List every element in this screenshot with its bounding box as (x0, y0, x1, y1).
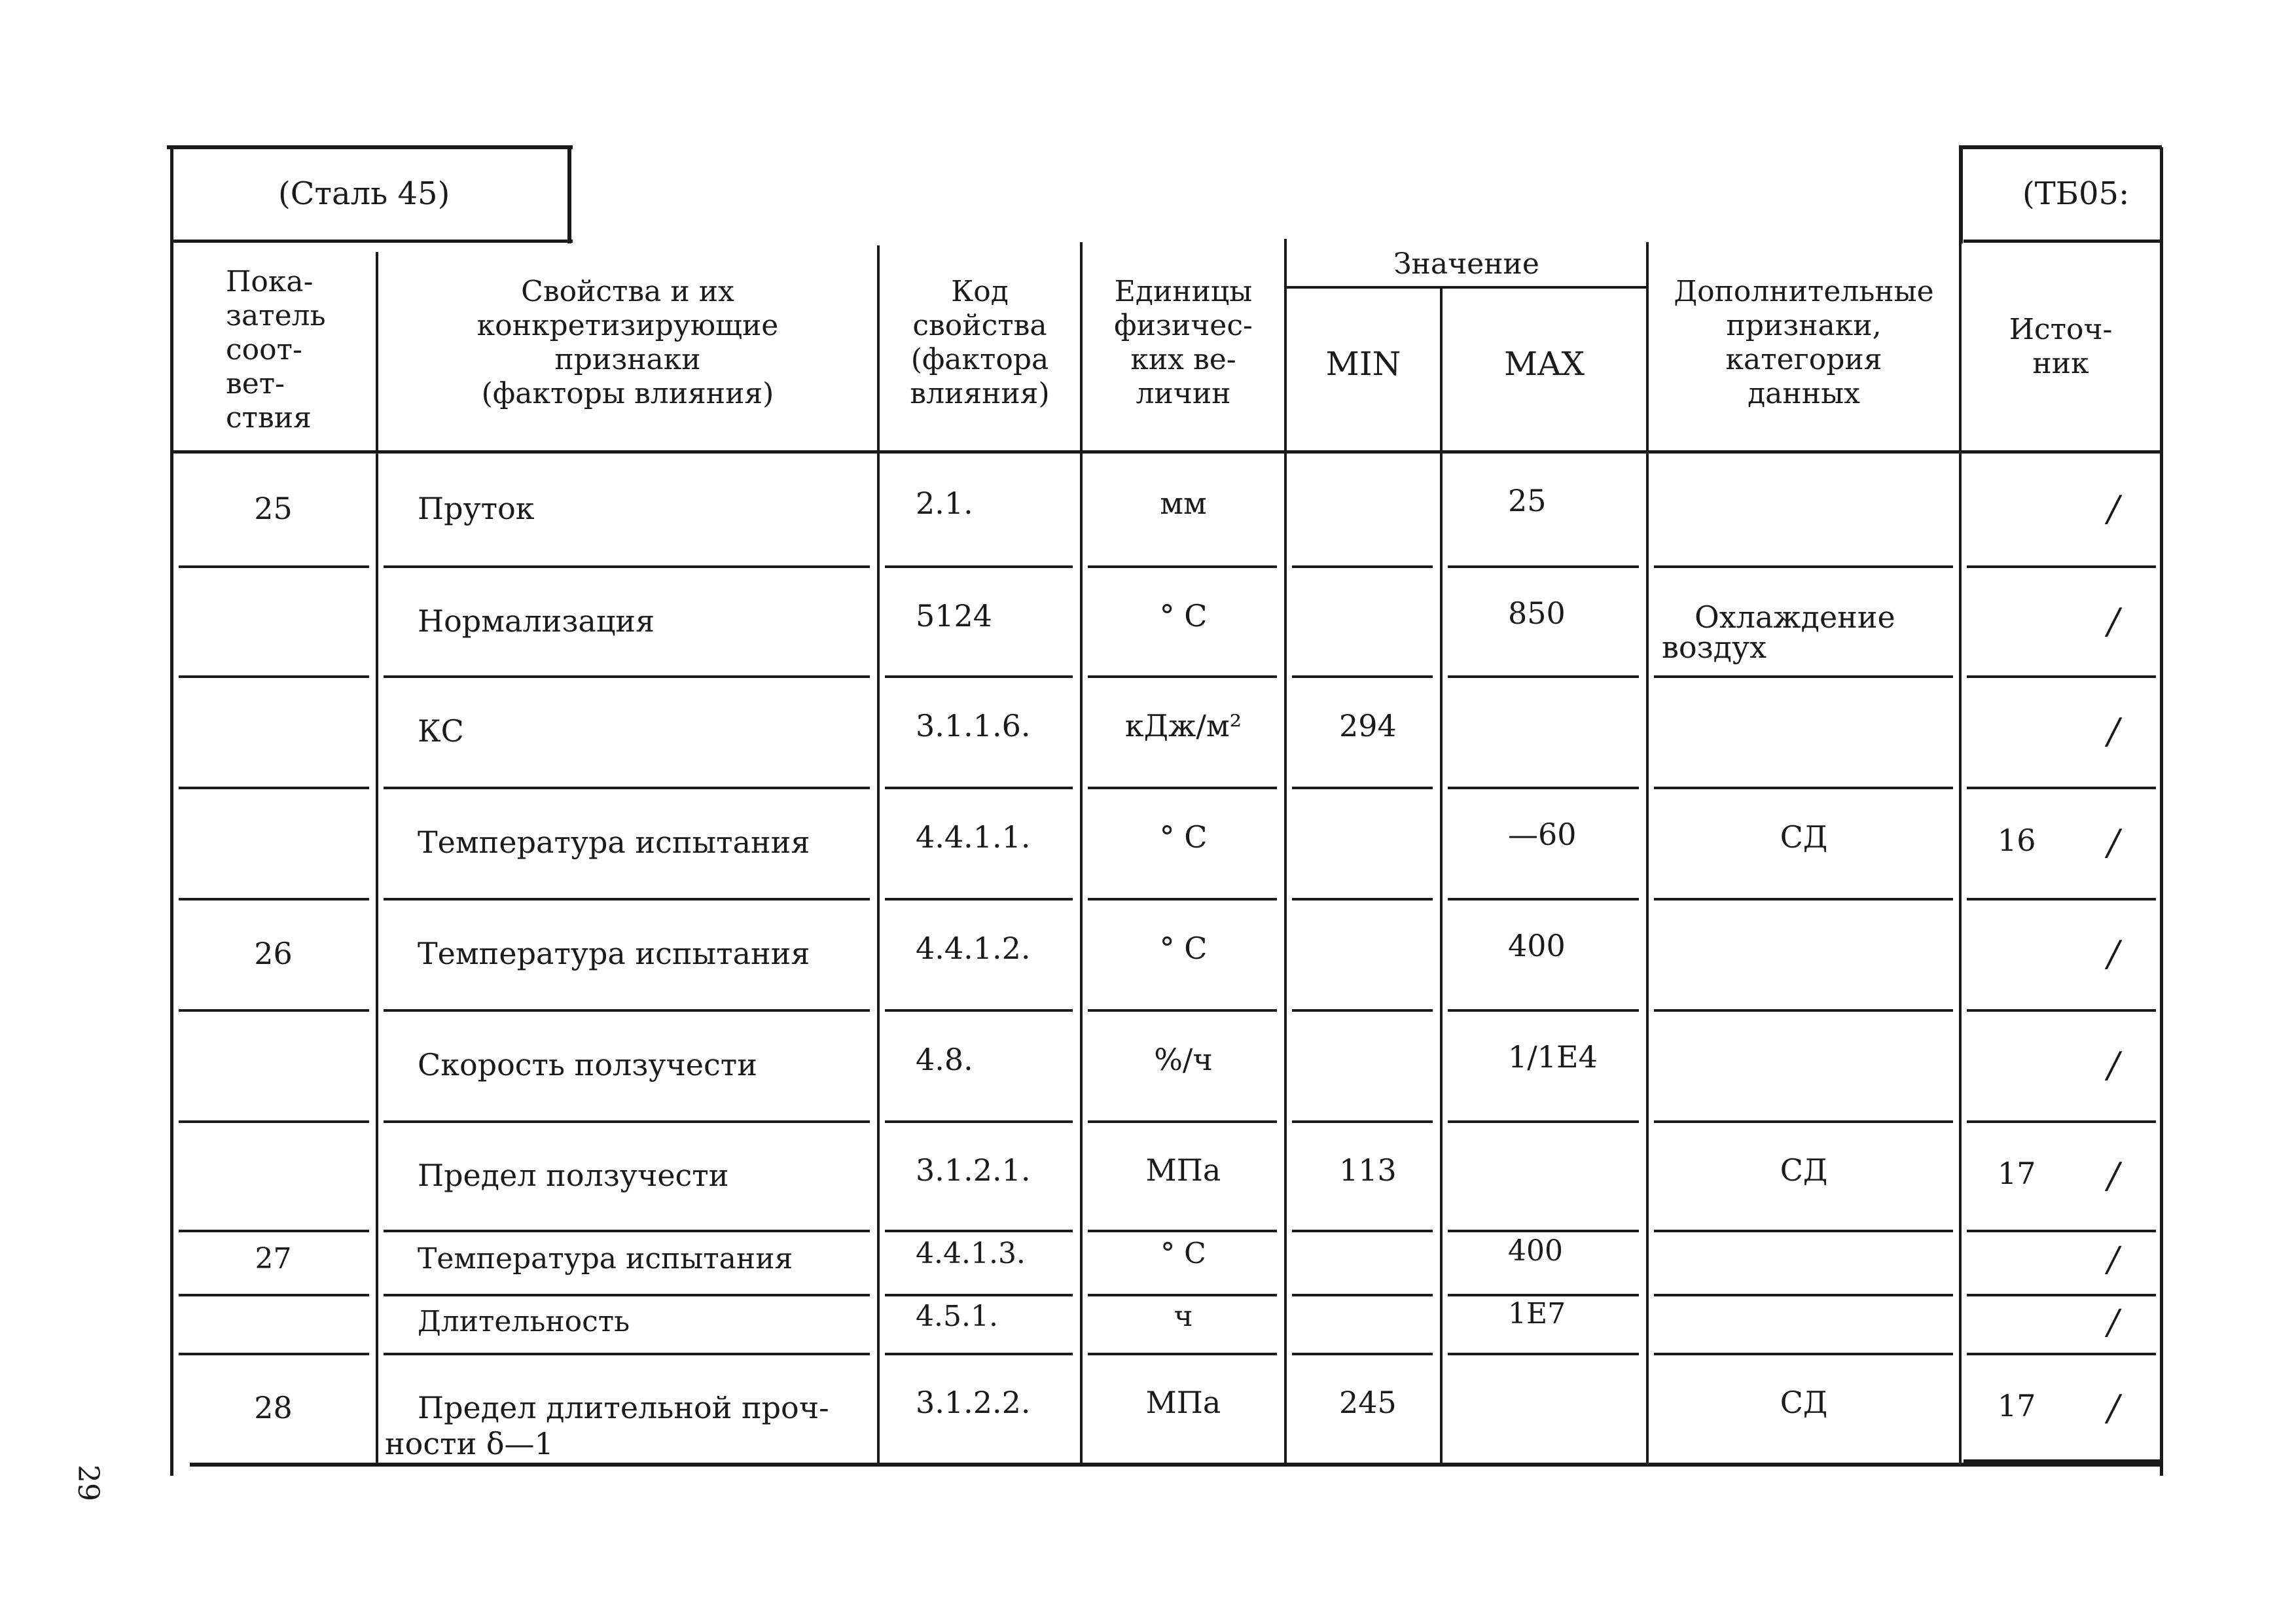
cell-mark: / (2108, 822, 2120, 863)
cell-mark: / (2108, 488, 2120, 529)
cell-max: 25 (1508, 483, 1547, 518)
cell-property-line2: ности δ—1 (385, 1426, 554, 1461)
header-property: Свойства и их конкретизирующие признаки (факторы влияния) (476, 275, 779, 410)
cell-code: 2.1. (916, 486, 973, 521)
header-indicator: Пока- затель соот- вет- ствия (226, 265, 326, 435)
cell-property: Температура испытания (418, 1242, 793, 1275)
cell-code: 5124 (916, 598, 993, 633)
cell-code: 3.1.2.1. (916, 1152, 1031, 1188)
cell-extra: СД (1780, 819, 1828, 855)
table-right-border (2160, 147, 2163, 1476)
cell-extra-line2: воздух (1662, 630, 1767, 665)
cell-indicator: 25 (254, 491, 293, 526)
cell-property: Скорость ползучести (418, 1047, 757, 1082)
page-number: 29 (71, 1465, 105, 1501)
cell-code: 3.1.1.6. (916, 708, 1031, 743)
cell-indicator: 26 (254, 936, 293, 971)
cell-source: 16 (1998, 823, 2036, 858)
cell-unit: %/ч (1154, 1042, 1213, 1077)
caption-right-bottom-line (1964, 240, 2162, 243)
cell-code: 4.8. (916, 1042, 973, 1077)
caption-right: (ТБ05: (2022, 175, 2130, 212)
cell-max: 400 (1508, 1234, 1563, 1268)
caption-left-bottom-line (173, 240, 573, 243)
cell-unit: МПа (1145, 1385, 1221, 1420)
cell-unit: ° С (1159, 598, 1208, 633)
cell-unit: ° С (1159, 931, 1208, 966)
cell-extra: СД (1780, 1385, 1828, 1420)
cell-source: 17 (1998, 1156, 2036, 1191)
cell-property: Длительность (418, 1305, 630, 1338)
caption-left: (Сталь 45) (278, 175, 450, 212)
cell-extra: Охлаждение (1695, 599, 1895, 635)
cell-mark: / (2108, 1155, 2120, 1196)
header-source: Источ- ник (2009, 313, 2113, 380)
header-max: MAX (1504, 345, 1585, 383)
caption-right-top-line (1959, 145, 2162, 149)
cell-mark: / (2108, 1303, 2119, 1342)
header-min: MIN (1325, 345, 1401, 383)
cell-min: 294 (1339, 708, 1397, 743)
cell-property: Нормализация (418, 603, 655, 639)
value-header-line (1287, 286, 1646, 289)
header-code: Код свойства (фактора влияния) (910, 275, 1050, 410)
cell-code: 4.5.1. (916, 1300, 998, 1333)
caption-right-left-line (1959, 145, 1963, 243)
cell-indicator: 27 (255, 1242, 292, 1275)
header-extra: Дополнительные признаки, категория данных (1674, 275, 1934, 410)
cell-mark: / (2108, 711, 2120, 752)
cell-code: 4.4.1.1. (916, 819, 1031, 855)
cell-mark: / (2108, 1044, 2120, 1086)
cell-unit: ° С (1160, 1237, 1206, 1270)
cell-property: Предел длительной проч- (418, 1390, 829, 1425)
cell-unit: ° С (1159, 819, 1208, 855)
cell-source: 17 (1998, 1388, 2036, 1423)
cell-unit: мм (1160, 486, 1207, 521)
cell-mark: / (2108, 933, 2120, 974)
caption-left-right-line (567, 145, 571, 243)
cell-extra: СД (1780, 1152, 1828, 1188)
cell-max: 400 (1508, 928, 1566, 963)
cell-property: Температура испытания (418, 936, 810, 971)
cell-unit: кДж/м² (1124, 708, 1242, 743)
cell-mark: / (2108, 1387, 2120, 1429)
table-bottom-border (190, 1463, 2160, 1467)
cell-min: 245 (1339, 1385, 1397, 1420)
cell-code: 3.1.2.2. (916, 1385, 1031, 1420)
cell-max: 1/1Е4 (1508, 1039, 1598, 1075)
cell-max: 850 (1508, 596, 1566, 631)
cell-max: —60 (1508, 817, 1577, 852)
cell-mark: / (2108, 601, 2120, 642)
cell-property: Пруток (418, 491, 535, 526)
cell-property: КС (418, 713, 464, 749)
cell-unit: ч (1174, 1300, 1193, 1333)
header-units: Единицы физичес- ких ве- личин (1114, 275, 1253, 410)
cell-mark: / (2108, 1240, 2119, 1279)
header-value: Значение (1393, 247, 1539, 281)
cell-property: Температура испытания (418, 825, 810, 860)
cell-code: 4.4.1.2. (916, 931, 1031, 966)
cell-unit: МПа (1145, 1152, 1221, 1188)
caption-left-top-line (167, 145, 573, 149)
cell-max: 1Е7 (1508, 1297, 1566, 1330)
cell-property: Предел ползучести (418, 1158, 729, 1193)
cell-code: 4.4.1.3. (916, 1237, 1026, 1270)
cell-min: 113 (1339, 1152, 1397, 1188)
cell-indicator: 28 (254, 1390, 293, 1425)
